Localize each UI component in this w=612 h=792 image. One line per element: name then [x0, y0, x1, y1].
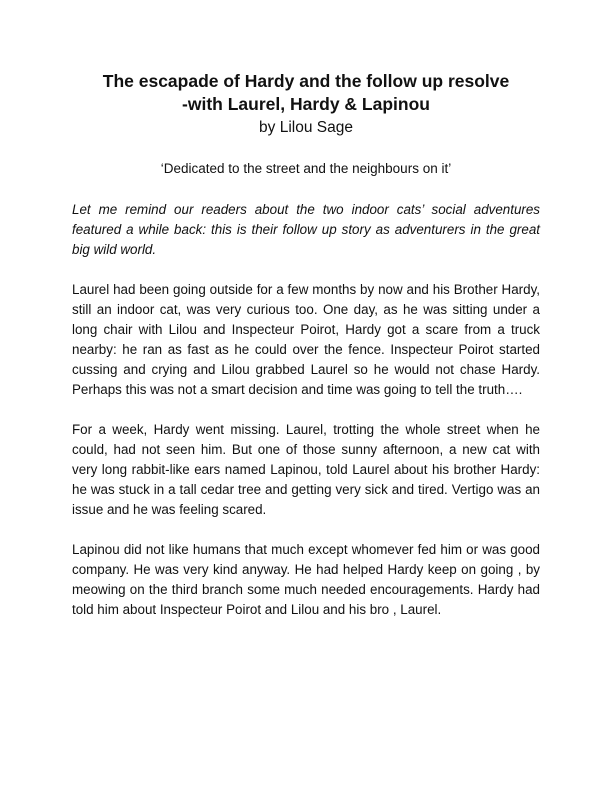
story-paragraph-3: Lapinou did not like humans that much except whomever fed him or was good company. He was very kind anyway. He had helped Hardy keep on going , by meowing on the third branch some much needed encouragements. Hardy had told him about Inspecteur Poirot and Lilou and his bro , Laurel. [72, 542, 540, 617]
story-paragraph-2: For a week, Hardy went missing. Laurel, trotting the whole street when he could, had not seen him. But one of those sunny afternoon, a new cat with very long rabbit-like ears named Lapinou, told Laurel about his brother Hardy: he was stuck in a tall cedar tree and getting very sick and tired. Vertigo was an issue and he was feeling scared. [72, 422, 540, 517]
story-author: by Lilou Sage [259, 119, 353, 136]
document-page [72, 70, 540, 620]
story-title [72, 70, 540, 116]
story-dedication: ‘Dedicated to the street and the neighbours on it’ [160, 161, 452, 176]
story-title-line-2: -with Laurel, Hardy & Lapinou [182, 94, 430, 114]
story-intro: Let me remind our readers about the two indoor cats’ social adventures featured a while back: this is their follow up story as adventurers in the great big wild world. [72, 202, 540, 257]
story-title-line-1: The escapade of Hardy and the follow up resolve [102, 71, 510, 91]
story-paragraph-1: Laurel had been going outside for a few months by now and his Brother Hardy, still an indoor cat, was very curious too. One day, as he was sitting under a long chair with Lilou and Inspecteur Poirot, Hardy got a scare from a truck nearby: he ran as fast as he could over the fence. Inspecteur Poirot started cussing and crying and Lilou grabbed Laurel so he would not chase Hardy. Perhaps this was not a smart decision and time was going to tell the truth…. [72, 282, 540, 397]
